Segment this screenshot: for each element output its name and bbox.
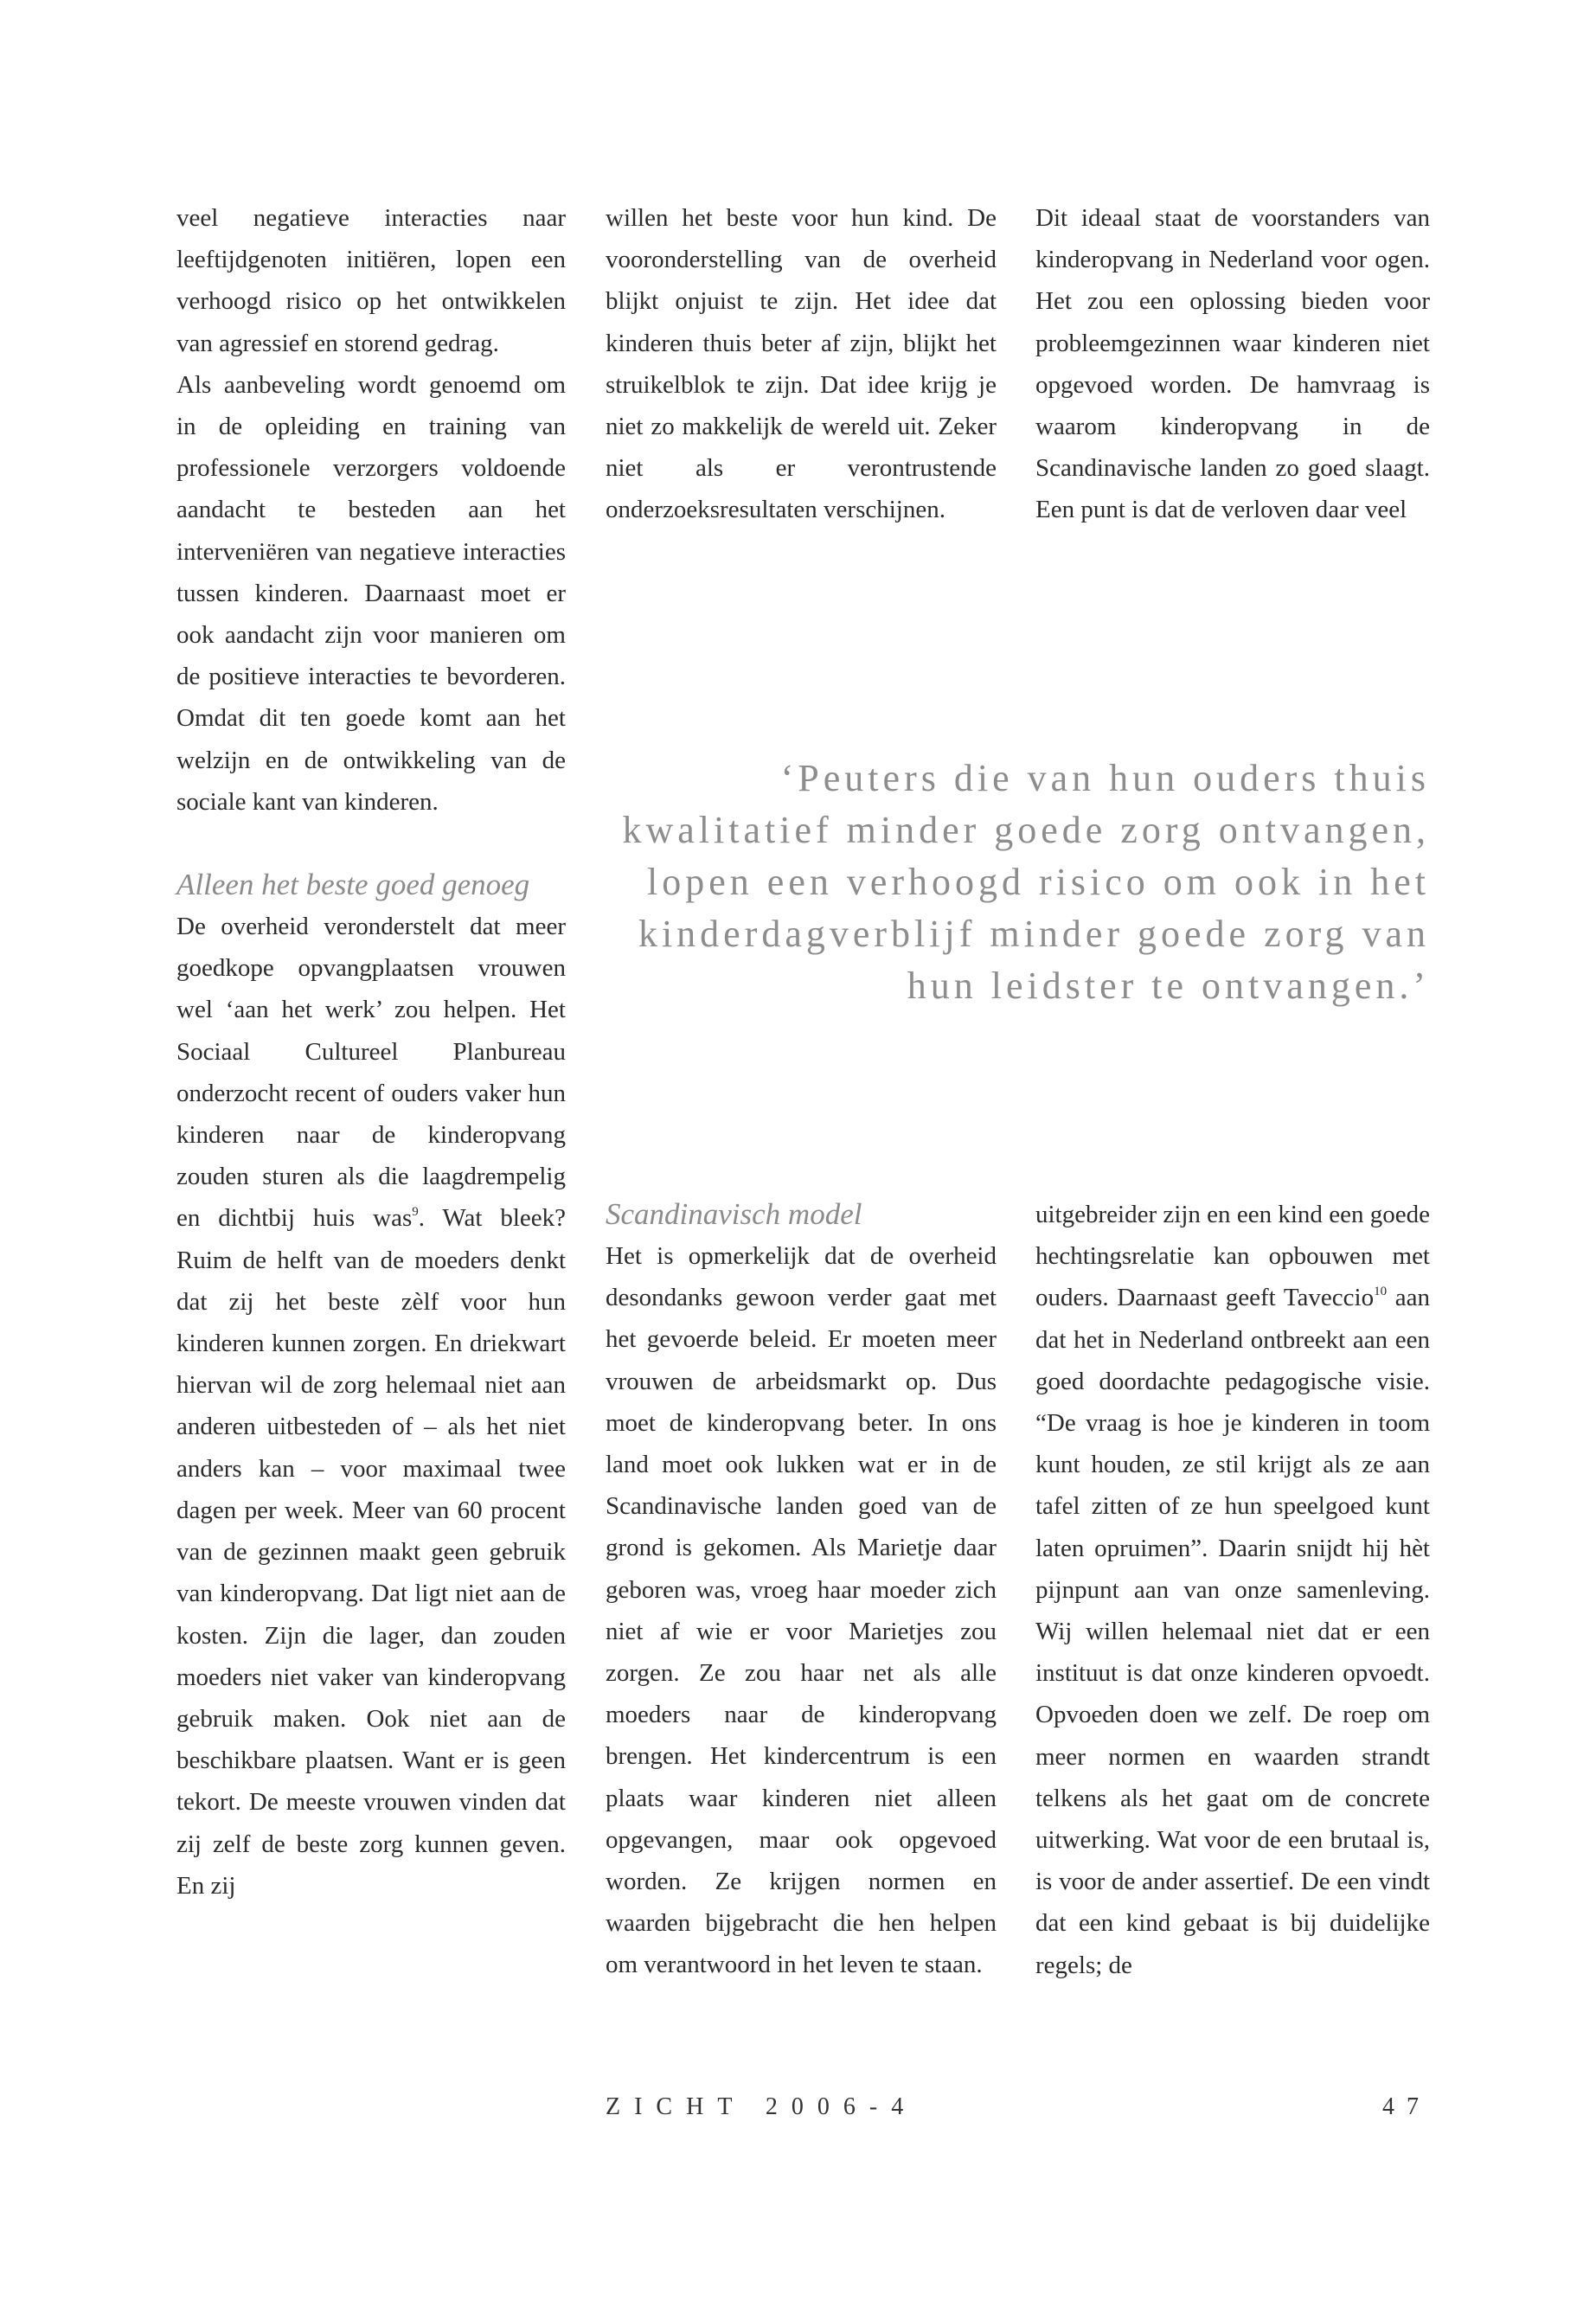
- paragraph: Als aanbeveling wordt genoemd om in de opleiding en training van professionele verzorgers voldoende aandacht te besteden aan het interveniëren van negatieve interacties tussen kinderen. Daarnaast moet er ook aandacht zijn voor manieren om de positieve interacties te bevorderen. Omdat dit ten goede komt aan het welzijn en de ontwikkeling van de sociale kant van kinderen.: [176, 370, 566, 816]
- footnote-ref: 10: [1374, 1285, 1388, 1299]
- paragraph-text: De overheid veronderstelt dat meer goedkope opvangplaatsen vrouwen wel ‘aan het werk’ zou helpen. Het Sociaal Cultureel Planbureau onderzocht recent of ouders vaker hun kinderen naar de kinderopvang zouden sturen als die laagdrempelig en dichtbij huis was: [176, 913, 566, 1233]
- paragraph-text: aan dat het in Nederland ontbreekt aan een goed doordachte pedagogische visie. “De vraag is hoe je kinderen in toom kunt houden, ze stil krijgt als ze aan tafel zitten of ze hun speelgoed kunt laten opruimen”. Daarin snijdt hij hèt pijnpunt aan van onze samenleving. Wij willen helemaal niet dat er een instituut is dat onze kinderen opvoedt. Opvoeden doen we zelf. De roep om meer normen en waarden strandt telkens als het gaat om de concrete uitwerking. Wat voor de een brutaal is, is voor de ander assertief. De een vindt dat een kind gebaat is bij duidelijke regels; de: [1035, 1284, 1430, 1979]
- column-middle-bottom: [606, 1194, 997, 1986]
- column-middle-top: [606, 197, 997, 531]
- column-left: [176, 197, 566, 1907]
- page-number: 47: [1382, 2093, 1431, 2120]
- pull-quote: ‘Peuters die van hun ouders thuis kwalitatief minder goede zorg ontvangen, lopen een verhoogd risico om ook in het kinderdagverblijf minder goede zorg van hun leidster te ontvangen.’: [622, 757, 1430, 1007]
- paragraph: Dit ideaal staat de voorstanders van kinderopvang in Nederland voor ogen. Het zou een oplossing bieden voor probleemgezinnen waar kinderen niet opgevoed worden. De hamvraag is waarom kinderopvang in de Scandinavische landen zo goed slaagt. Een punt is dat de verloven daar veel: [1035, 204, 1430, 524]
- column-right-top: [1035, 197, 1430, 531]
- paragraph: veel negatieve interacties naar leeftijdgenoten initiëren, lopen een verhoogd risico op het ontwikkelen van agressief en storend gedrag.: [176, 204, 566, 357]
- paragraph-text: uitgebreider zijn en een kind een goede hechtingsrelatie kan opbouwen met ouders. Daarnaast geeft Taveccio: [1035, 1201, 1430, 1312]
- paragraph: Het is opmerkelijk dat de overheid desondanks gewoon verder gaat met het gevoerde beleid. Er moeten meer vrouwen de arbeidsmarkt op. Dus moet de kinderopvang beter. In ons land moet ook lukken wat er in de Scandinavische landen goed van de grond is gekomen. Als Marietje daar geboren was, vroeg haar moeder zich niet af wie er voor Marietjes zou zorgen. Ze zou haar net als alle moeders naar de kinderopvang brengen. Het kindercentrum is een plaats waar kinderen niet alleen opgevangen, maar ook opgevoed worden. Ze krijgen normen en waarden bijgebracht die hen helpen om verantwoord in het leven te staan.: [606, 1242, 997, 1979]
- paragraph: [176, 906, 566, 1907]
- paragraph: [1035, 1194, 1430, 1986]
- column-right-bottom: [1035, 1194, 1430, 1986]
- footer-journal: ZICHT 2006-4: [606, 2093, 918, 2120]
- section-heading-alleen: Alleen het beste goed genoeg: [176, 868, 530, 902]
- section-heading-scandinavisch: Scandinavisch model: [606, 1197, 862, 1231]
- footnote-ref: 9: [412, 1205, 419, 1220]
- paragraph: willen het beste voor hun kind. De vooronderstelling van de overheid blijkt onjuist te zijn. Het idee dat kinderen thuis beter af zijn, blijkt het struikelblok te zijn. Dat idee krijg je niet zo makkelijk de wereld uit. Zeker niet als er verontrustende onderzoeksresultaten verschijnen.: [606, 204, 997, 524]
- paragraph-text: . Wat bleek? Ruim de helft van de moeders denkt dat zij het beste zèlf voor hun kinderen kunnen zorgen. En driekwart hiervan wil de zorg helemaal niet aan anderen uitbesteden of – als het niet anders kan – voor maximaal twee dagen per week. Meer van 60 procent van de gezinnen maakt geen gebruik van kinderopvang. Dat ligt niet aan de kosten. Zijn die lager, dan zouden moeders niet vaker van kinderopvang gebruik maken. Ook niet aan de beschikbare plaatsen. Want er is geen tekort. De meeste vrouwen vinden dat zij zelf de beste zorg kunnen geven. En zij: [176, 1204, 566, 1900]
